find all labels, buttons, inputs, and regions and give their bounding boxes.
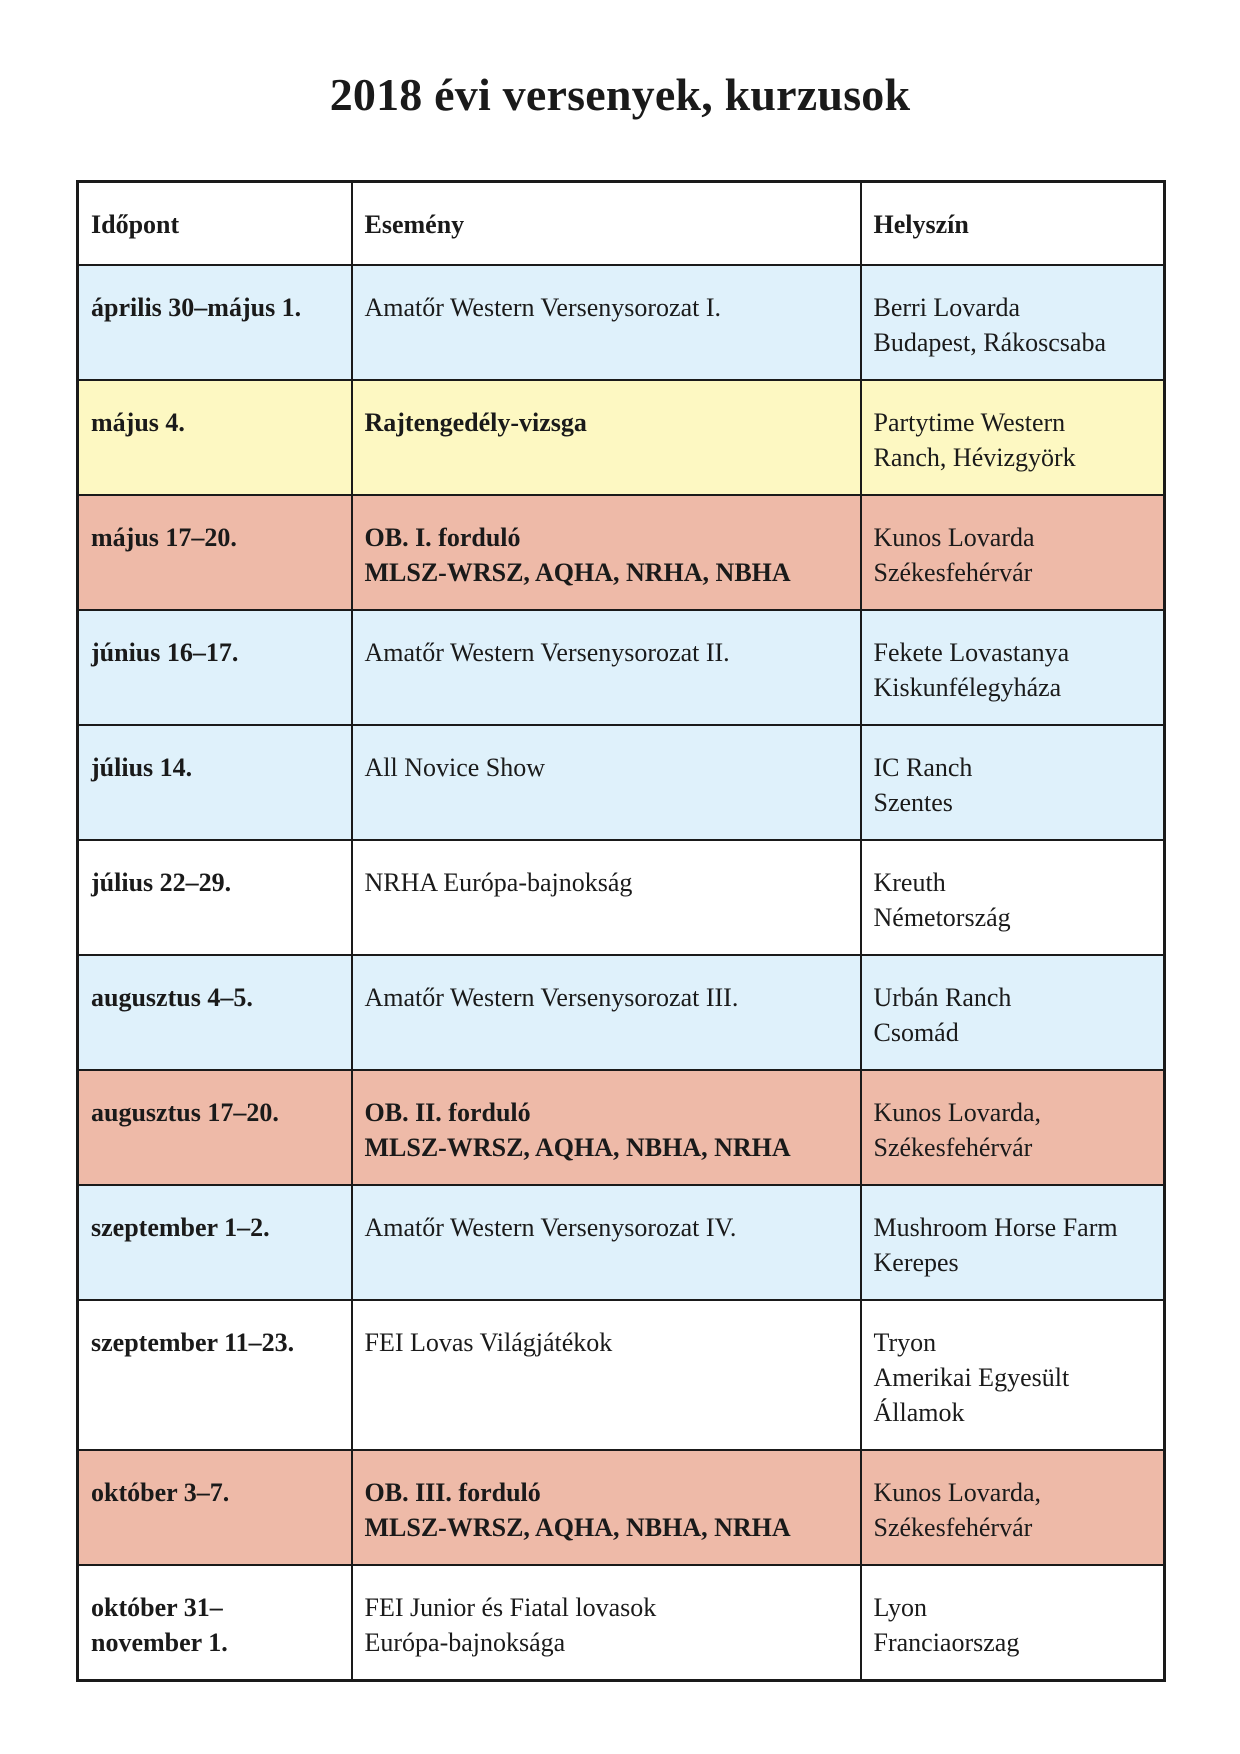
location-cell [861, 610, 1165, 725]
location-line: Kunos Lovarda, [873, 1098, 1042, 1127]
event-cell [352, 265, 861, 380]
event-line: OB. II. forduló [364, 1098, 531, 1127]
location-line: Székesfehérvár [873, 1513, 1033, 1542]
date-cell [78, 610, 352, 725]
date-line: szeptember 1–2. [91, 1213, 270, 1242]
location-line: Budapest, Rákoscsaba [873, 328, 1107, 357]
date-line: július 22–29. [91, 868, 232, 897]
date-cell [78, 840, 352, 955]
date-line: november 1. [91, 1628, 228, 1657]
date-line: május 17–20. [91, 523, 237, 552]
page-title: 2018 évi versenyek, kurzusok [329, 69, 911, 120]
event-line: Európa-bajnoksága [364, 1628, 566, 1657]
table-header [78, 182, 1165, 266]
event-line: All Novice Show [364, 753, 546, 782]
location-line: Kiskunfélegyháza [873, 673, 1062, 702]
header-date: Időpont [78, 182, 352, 266]
location-cell [861, 380, 1165, 495]
location-line: Csomád [873, 1018, 959, 1047]
location-line: Tryon [873, 1328, 937, 1357]
location-line: Székesfehérvár [873, 1133, 1033, 1162]
table-body [78, 265, 1165, 1680]
location-line: Partytime Western [873, 408, 1066, 437]
event-cell [352, 725, 861, 840]
location-line: IC Ranch [873, 753, 973, 782]
location-cell [861, 1070, 1165, 1185]
location-cell [861, 1300, 1165, 1450]
location-cell [861, 840, 1165, 955]
event-line: Amatőr Western Versenysorozat IV. [364, 1213, 737, 1242]
event-cell [352, 1565, 861, 1680]
date-line: október 3–7. [91, 1478, 230, 1507]
header-location: Helyszín [861, 182, 1165, 266]
location-line: Franciaorszag [873, 1628, 1020, 1657]
location-line: Kreuth [873, 868, 946, 897]
table-row [78, 1565, 1165, 1680]
location-line: Kerepes [873, 1248, 959, 1277]
location-line: Ranch, Hévizgyörk [873, 443, 1076, 472]
table-row [78, 840, 1165, 955]
date-line: június 16–17. [91, 638, 239, 667]
location-cell [861, 1185, 1165, 1300]
location-line: Lyon [873, 1593, 927, 1622]
event-cell [352, 1450, 861, 1565]
event-cell [352, 1185, 861, 1300]
event-line: Amatőr Western Versenysorozat II. [364, 638, 730, 667]
date-cell [78, 1450, 352, 1565]
date-cell [78, 495, 352, 610]
location-line: Urbán Ranch [873, 983, 1012, 1012]
date-line: augusztus 17–20. [91, 1098, 279, 1127]
location-cell [861, 955, 1165, 1070]
location-line: Székesfehérvár [873, 558, 1033, 587]
location-line: Németország [873, 903, 1011, 932]
date-cell [78, 725, 352, 840]
date-line: október 31– [91, 1593, 223, 1622]
location-cell [861, 725, 1165, 840]
location-line: Mushroom Horse Farm [873, 1213, 1118, 1242]
event-line: NRHA Európa-bajnokság [364, 868, 633, 897]
table-row [78, 495, 1165, 610]
event-line: MLSZ-WRSZ, AQHA, NBHA, NRHA [364, 1133, 791, 1162]
event-cell [352, 955, 861, 1070]
event-line: Rajtengedély-vizsga [364, 408, 587, 437]
table-row [78, 1185, 1165, 1300]
location-line: Amerikai Egyesült [873, 1363, 1070, 1392]
date-cell [78, 265, 352, 380]
table-row [78, 1300, 1165, 1450]
table-row [78, 610, 1165, 725]
event-line: Amatőr Western Versenysorozat I. [364, 293, 722, 322]
location-cell [861, 265, 1165, 380]
location-cell [861, 1450, 1165, 1565]
event-line: FEI Lovas Világjátékok [364, 1328, 613, 1357]
location-line: Szentes [873, 788, 953, 817]
table-row [78, 725, 1165, 840]
event-cell [352, 495, 861, 610]
location-cell [861, 1565, 1165, 1680]
table-row [78, 1070, 1165, 1185]
header-event: Esemény [352, 182, 861, 266]
events-table [76, 180, 1166, 1682]
event-cell [352, 1070, 861, 1185]
event-cell [352, 610, 861, 725]
event-cell [352, 380, 861, 495]
date-cell [78, 1565, 352, 1680]
event-line: OB. III. forduló [364, 1478, 541, 1507]
location-line: Államok [873, 1398, 965, 1427]
location-line: Kunos Lovarda [873, 523, 1035, 552]
date-line: július 14. [91, 753, 193, 782]
location-line: Kunos Lovarda, [873, 1478, 1042, 1507]
location-line: Fekete Lovastanya [873, 638, 1070, 667]
date-line: április 30–május 1. [91, 293, 302, 322]
event-cell [352, 1300, 861, 1450]
location-cell [861, 495, 1165, 610]
event-line: OB. I. forduló [364, 523, 521, 552]
date-cell [78, 955, 352, 1070]
event-line: Amatőr Western Versenysorozat III. [364, 983, 739, 1012]
table-row [78, 955, 1165, 1070]
header-row [78, 182, 1165, 266]
table-row [78, 1450, 1165, 1565]
date-line: szeptember 11–23. [91, 1328, 295, 1357]
date-cell [78, 1070, 352, 1185]
table-row [78, 265, 1165, 380]
event-line: MLSZ-WRSZ, AQHA, NRHA, NBHA [364, 558, 791, 587]
table-row [78, 380, 1165, 495]
event-cell [352, 840, 861, 955]
date-line: augusztus 4–5. [91, 983, 253, 1012]
date-line: május 4. [91, 408, 185, 437]
event-line: FEI Junior és Fiatal lovasok [364, 1593, 657, 1622]
date-cell [78, 1185, 352, 1300]
location-line: Berri Lovarda [873, 293, 1021, 322]
event-line: MLSZ-WRSZ, AQHA, NBHA, NRHA [364, 1513, 791, 1542]
date-cell [78, 1300, 352, 1450]
date-cell [78, 380, 352, 495]
